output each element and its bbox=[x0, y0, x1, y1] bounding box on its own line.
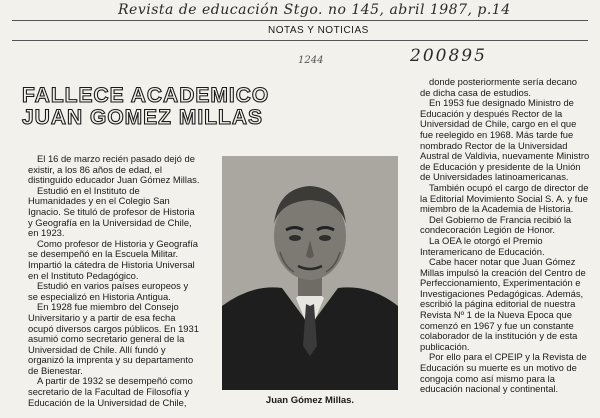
paragraph: El 16 de marzo recién pasado dejó de existir, a los 86 años de edad, el distinguido educador Juan Gómez Millas. bbox=[28, 153, 200, 186]
handwritten-citation: Revista de educación Stgo. no 145, abril 1987, p.14 bbox=[118, 2, 511, 18]
paragraph: En 1953 fue designado Ministro de Educación y después Rector de la Universidad de Chile, cargo en el que fue reelegido en 1968. Más tarde fue nombrado Rector de la Universidad Austral de Valdivia, nuevamente Ministro de Educación y presidente de la Unión de Universidades latinoamericanas. bbox=[420, 97, 590, 183]
paragraph: Por ello para el CPEIP y la Revista de Educación su muerte es un motivo de congoja como así mismo para la educación nacional y continental. bbox=[420, 351, 587, 395]
paragraph: Estudió en varios países europeos y se especializó en Historia Antigua. bbox=[28, 280, 189, 302]
paragraph: Del Gobierno de Francia recibió la condecoración Legión de Honor. bbox=[420, 213, 572, 236]
paragraph: Estudió en el Instituto de Humanidades y en el Colegio San Ignacio. Se tituló de profesor de Historia y Geografía en la Universidad de Chile, en 1923. bbox=[28, 184, 195, 239]
paragraph: A partir de 1932 se desempeñó como secretario de la Facultad de Filosofía y Educación de la Universidad de Chile, bbox=[28, 375, 193, 408]
paragraph: La OEA le otorgó el Premio Interamericano de Educación. bbox=[420, 234, 545, 257]
headline-line-1: FALLECE ACADEMICO bbox=[22, 84, 270, 107]
handwritten-small-number: 1244 bbox=[298, 55, 324, 66]
section-rule-bottom bbox=[12, 40, 588, 41]
paragraph: En 1928 fue miembro del Consejo Universitario y a partir de esa fecha ocupó diversos cargos públicos. En 1931 asumió como secretario general de la Universidad de Chile. Allí fundó y organizó la imprenta y su departamento de Bienestar. bbox=[28, 301, 199, 376]
handwritten-catalog-number: 200895 bbox=[410, 46, 487, 66]
section-rule-top bbox=[12, 20, 588, 21]
photo-caption: Juan Gómez Millas. bbox=[265, 395, 355, 406]
right-column bbox=[420, 77, 590, 395]
portrait-photo bbox=[222, 156, 398, 390]
headline bbox=[22, 85, 402, 129]
portrait-image bbox=[222, 156, 398, 390]
paragraph: Cabe hacer notar que Juan Gómez Millas impulsó la creación del Centro de Perfeccionamiento, Experimentación e Investigaciones Pedagógicas. Además, escribió la página editorial de nuestra Revista Nº 1 de la Nueva Epoca que comenzó en 1967 y fue un constante colaborador de la institución y de esta publicación. bbox=[420, 256, 586, 352]
paragraph: Como profesor de Historia y Geografía se desempeñó en la Escuela Militar. Impartió la cátedra de Historia Universal en el Instituto Pedagógico. bbox=[28, 237, 199, 281]
headline-line-2: JUAN GOMEZ MILLAS bbox=[22, 106, 263, 129]
left-column bbox=[28, 154, 200, 408]
paragraph: También ocupó el cargo de director de la Editorial Movimiento Social S. A. y fue miembro de la Academia de Historia. bbox=[420, 181, 589, 215]
paragraph: donde posteriormente sería decano de dicha casa de estudios. bbox=[420, 76, 578, 98]
section-label: NOTAS Y NOTICIAS bbox=[268, 25, 369, 36]
